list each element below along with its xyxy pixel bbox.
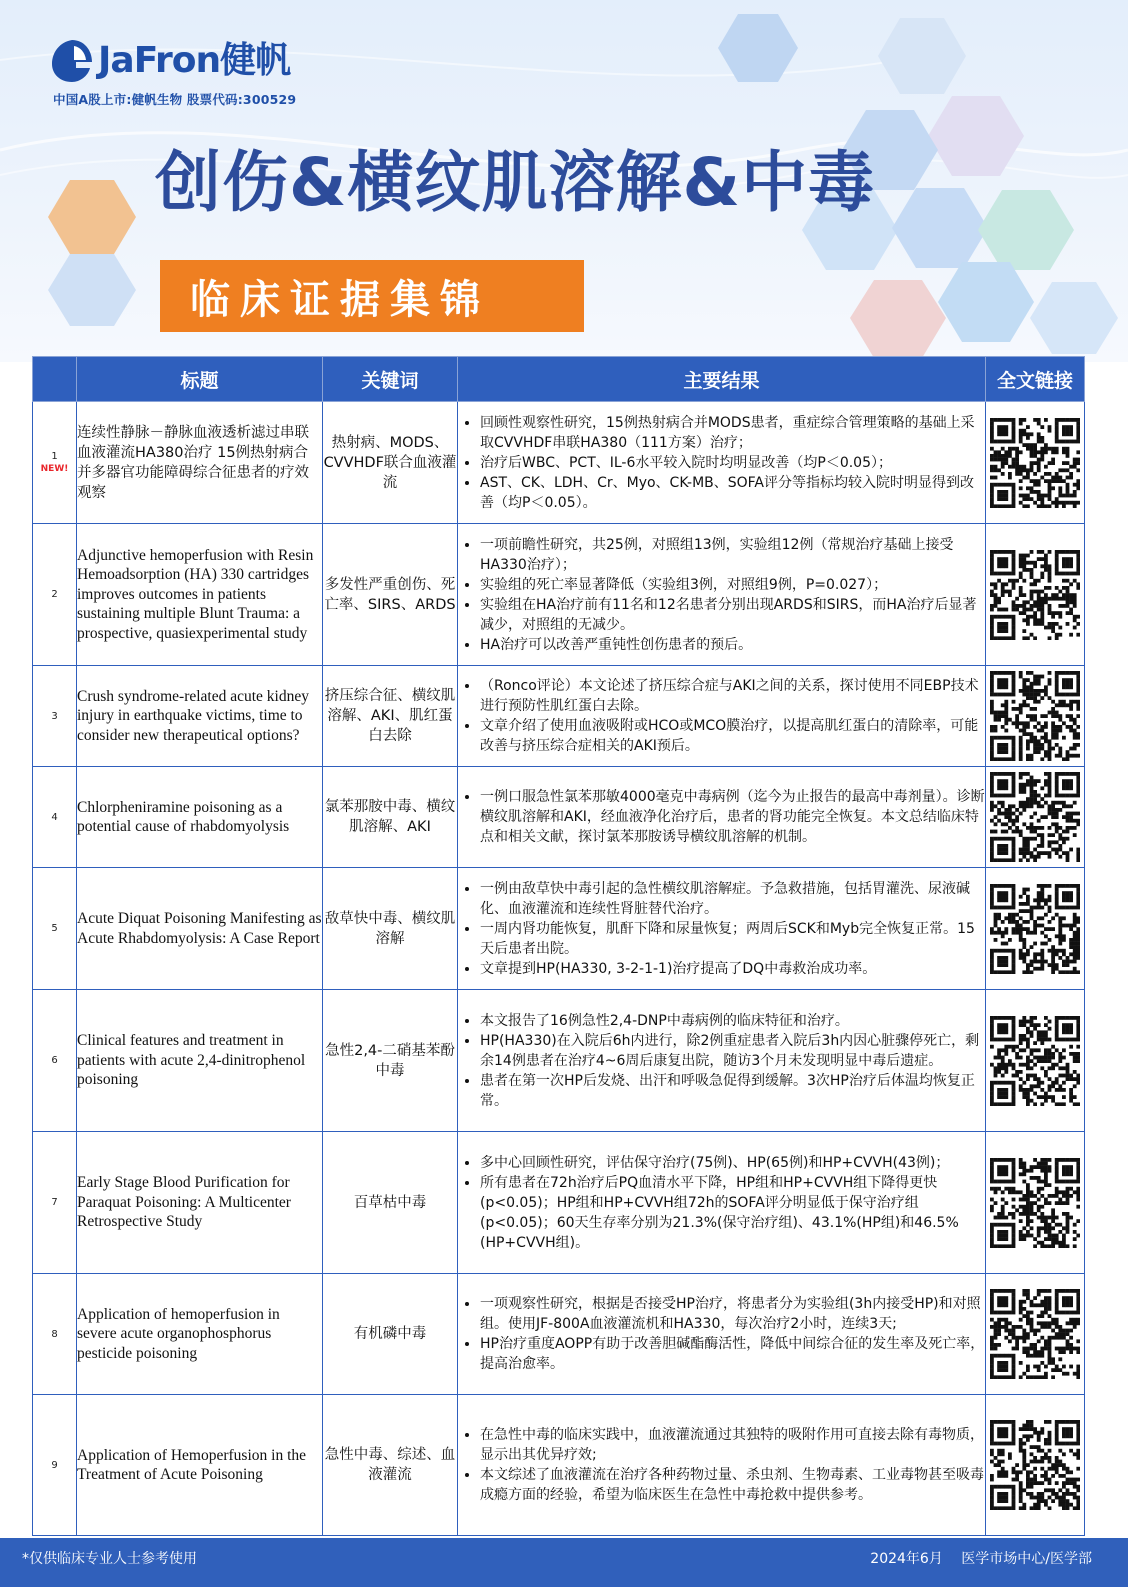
footer [0, 1538, 1128, 1587]
study-title: 连续性静脉－静脉血液透析滤过串联血液灌流HA380治疗 15例热射病合并多器官功能障碍综合征患者的疗效观察 [77, 402, 323, 524]
table-row [33, 524, 1085, 666]
new-badge: NEW! [40, 464, 69, 474]
result-item: • 在急性中毒的临床实践中，血液灌流通过其独特的吸附作用可直接去除有毒物质，显示出其优异疗效; [480, 1425, 985, 1465]
table-row [33, 1274, 1085, 1395]
header-results: 主要结果 [458, 357, 986, 402]
qr-code-icon[interactable] [990, 550, 1080, 640]
results-list [458, 879, 985, 979]
result-item: • 实验组在HA治疗前有11名和12名患者分别出现ARDS和SIRS，而HA治疗后显著减少，对照组的无减少。 [480, 595, 985, 635]
header-title: 标题 [77, 357, 323, 402]
row-number: 7 [51, 1197, 58, 1208]
table-row [33, 1132, 1085, 1274]
row-number-cell [33, 402, 77, 524]
row-number-cell [33, 767, 77, 868]
page-title: 创伤&横纹肌溶解&中毒 [155, 144, 876, 221]
result-item: • （Ronco评论）本文论述了挤压综合症与AKI之间的关系，探讨使用不同EBP技术进行预防性肌红蛋白去除。 [480, 676, 985, 716]
study-results [458, 1274, 986, 1395]
result-item: • HP(HA330)在入院后6h内进行，除2例重症患者入院后3h内因心脏骤停死亡，剩余14例患者在治疗4~6周后康复出院，随访3个月未发现明显中毒后遗症。 [480, 1031, 985, 1071]
result-item: • 治疗后WBC、PCT、IL-6水平较入院时均明显改善（均P＜0.05）； [480, 453, 985, 473]
results-list [458, 787, 985, 847]
qr-code-icon[interactable] [990, 1420, 1080, 1510]
result-item: • 一周内肾功能恢复，肌酐下降和尿量恢复；两周后SCK和Myb完全恢复正常。15天后患者出院。 [480, 919, 985, 959]
study-results [458, 868, 986, 990]
evidence-table [32, 356, 1085, 1536]
study-keywords: 挤压综合征、横纹肌溶解、AKI、肌红蛋白去除 [323, 666, 458, 767]
row-number: 9 [51, 1459, 58, 1471]
full-text-link-cell[interactable] [986, 666, 1085, 767]
table-row [33, 402, 1085, 524]
result-item: • AST、CK、LDH、Cr、Myo、CK-MB、SOFA评分等指标均较入院时明显得到改善（均P＜0.05）。 [480, 473, 985, 513]
full-text-link-cell[interactable] [986, 1274, 1085, 1395]
publish-date: 2024年6月 [870, 1551, 943, 1567]
result-item: • 所有患者在72h治疗后PQ血清水平下降，HP组和HP+CVVH组下降得更快(p<0.05)；HP组和HP+CVVH组72h的SOFA评分明显低于保守治疗组(p<0.05)；60天生存率分别为21.3%(保守治疗组)、43.1%(HP组)和46.5%(HP+CVVH组)。 [480, 1173, 985, 1253]
row-number-cell [33, 1395, 77, 1536]
table-row [33, 868, 1085, 990]
result-item: • 一例由敌草快中毒引起的急性横纹肌溶解症。予急救措施，包括胃灌洗、尿液碱化、血液灌流和连续性肾脏替代治疗。 [480, 879, 985, 919]
table-body [33, 402, 1085, 1536]
full-text-link-cell[interactable] [986, 524, 1085, 666]
study-results [458, 767, 986, 868]
study-results [458, 402, 986, 524]
row-number-cell [33, 666, 77, 767]
row-number: 1 [51, 451, 58, 462]
study-title: Application of hemoperfusion in severe acute organophosphorus pesticide poisoning [77, 1274, 323, 1395]
full-text-link-cell[interactable] [986, 1132, 1085, 1274]
result-item: • 本文报告了16例急性2,4-DNP中毒病例的临床特征和治疗。 [480, 1011, 985, 1031]
results-list [458, 1294, 985, 1374]
full-text-link-cell[interactable] [986, 402, 1085, 524]
row-number-cell [33, 1274, 77, 1395]
header-num [33, 357, 77, 402]
footer-meta [856, 1548, 1092, 1568]
sail-logo-icon [50, 38, 94, 84]
study-results [458, 524, 986, 666]
result-item: • 多中心回顾性研究，评估保守治疗(75例)、HP(65例)和HP+CVVH(43例)； [480, 1153, 985, 1173]
results-list [458, 535, 985, 655]
qr-code-icon[interactable] [990, 418, 1080, 508]
study-title: Chlorpheniramine poisoning as a potential cause of rhabdomyolysis [77, 767, 323, 868]
result-item: • 一例口服急性氯苯那敏4000毫克中毒病例（迄今为止报告的最高中毒剂量）。诊断横纹肌溶解和AKI，经血液净化治疗后，患者的肾功能完全恢复。本文总结临床特点和相关文献，探讨氯苯那胺诱导横纹肌溶解的机制。 [480, 787, 985, 847]
study-results [458, 1132, 986, 1274]
study-keywords: 急性中毒、综述、血液灌流 [323, 1395, 458, 1536]
full-text-link-cell[interactable] [986, 1395, 1085, 1536]
stock-tagline: 中国A股上市:健帆生物 股票代码:300529 [53, 92, 297, 107]
disclaimer: *仅供临床专业人士参考使用 [22, 1551, 197, 1567]
row-number-cell [33, 990, 77, 1132]
study-title: Clinical features and treatment in patients with acute 2,4-dinitrophenol poisoning [77, 990, 323, 1132]
result-item: • 回顾性观察性研究，15例热射病合并MODS患者，重症综合管理策略的基础上采取CVVHDF串联HA380（111方案）治疗； [480, 413, 985, 453]
header-link: 全文链接 [986, 357, 1085, 402]
table-row [33, 1395, 1085, 1536]
study-results [458, 990, 986, 1132]
study-keywords: 多发性严重创伤、死亡率、SIRS、ARDS [323, 524, 458, 666]
row-number: 4 [51, 811, 58, 823]
qr-code-icon[interactable] [990, 1158, 1080, 1248]
study-results [458, 1395, 986, 1536]
study-keywords: 百草枯中毒 [323, 1132, 458, 1274]
department: 医学市场中心/医学部 [961, 1551, 1092, 1567]
study-keywords: 有机磷中毒 [323, 1274, 458, 1395]
table-row [33, 990, 1085, 1132]
row-number-cell [33, 868, 77, 990]
qr-code-icon[interactable] [990, 671, 1080, 761]
full-text-link-cell[interactable] [986, 767, 1085, 868]
study-keywords: 急性2,4-二硝基苯酚中毒 [323, 990, 458, 1132]
study-title: Acute Diquat Poisoning Manifesting as Acute Rhabdomyolysis: A Case Report [77, 868, 323, 990]
row-number: 5 [51, 923, 58, 934]
logo-wordmark: JaFron健帆 [98, 40, 291, 81]
qr-code-icon[interactable] [990, 884, 1080, 974]
qr-code-icon[interactable] [990, 1016, 1080, 1106]
table-header-row [33, 357, 1085, 402]
full-text-link-cell[interactable] [986, 990, 1085, 1132]
result-item: • HP治疗重度AOPP有助于改善胆碱酯酶活性，降低中间综合征的发生率及死亡率，提高治愈率。 [480, 1334, 985, 1374]
result-item: • HA治疗可以改善严重钝性创伤患者的预后。 [480, 635, 985, 655]
company-logo [50, 38, 290, 84]
result-item: • 本文综述了血液灌流在治疗各种药物过量、杀虫剂、生物毒素、工业毒物甚至吸毒成瘾方面的经验，希望为临床医生在急性中毒抢救中提供参考。 [480, 1465, 985, 1505]
row-number-cell [33, 524, 77, 666]
row-number: 6 [51, 1055, 58, 1066]
results-list [458, 1011, 985, 1111]
study-keywords: 热射病、MODS、CVVHDF联合血液灌流 [323, 402, 458, 524]
study-keywords: 敌草快中毒、横纹肌溶解 [323, 868, 458, 990]
study-title: Adjunctive hemoperfusion with Resin Hemoadsorption (HA) 330 cartridges improves outcomes in patients sustaining multiple Blunt Trauma: a prospective, quasiexperimental study [77, 524, 323, 666]
results-list [458, 676, 985, 756]
table-row [33, 666, 1085, 767]
row-number: 8 [51, 1328, 58, 1340]
result-item: • 一项观察性研究，根据是否接受HP治疗，将患者分为实验组(3h内接受HP)和对照组。使用JF-800A血液灌流机和HA330，每次治疗2小时，连续3天; [480, 1294, 985, 1334]
header-keywords: 关键词 [323, 357, 458, 402]
header-banner [0, 0, 1128, 362]
full-text-link-cell[interactable] [986, 868, 1085, 990]
qr-code-icon[interactable] [990, 1289, 1080, 1379]
study-results [458, 666, 986, 767]
table-row [33, 767, 1085, 868]
result-item: • 文章提到HP(HA330, 3-2-1-1)治疗提高了DQ中毒救治成功率。 [480, 959, 985, 979]
row-number-cell [33, 1132, 77, 1274]
results-list [458, 413, 985, 513]
study-title: Application of Hemoperfusion in the Treatment of Acute Poisoning [77, 1395, 323, 1536]
row-number: 3 [51, 710, 58, 722]
results-list [458, 1425, 985, 1505]
result-item: • 实验组的死亡率显著降低（实验组3例，对照组9例，P=0.027）； [480, 575, 985, 595]
results-list [458, 1153, 985, 1253]
study-title: Crush syndrome-related acute kidney injury in earthquake victims, time to consider new therapeutical options? [77, 666, 323, 767]
study-keywords: 氯苯那胺中毒、横纹肌溶解、AKI [323, 767, 458, 868]
result-item: • 文章介绍了使用血液吸附或HCO或MCO膜治疗，以提高肌红蛋白的清除率，可能改善与挤压综合症相关的AKI预后。 [480, 716, 985, 756]
page-subtitle: 临床证据集锦 [160, 260, 584, 332]
study-title: Early Stage Blood Purification for Paraquat Poisoning: A Multicenter Retrospective Study [77, 1132, 323, 1274]
qr-code-icon[interactable] [990, 772, 1080, 862]
result-item: • 一项前瞻性研究，共25例，对照组13例，实验组12例（常规治疗基础上接受HA330治疗）； [480, 535, 985, 575]
row-number: 2 [51, 589, 58, 600]
result-item: • 患者在第一次HP后发烧、出汗和呼吸急促得到缓解。3次HP治疗后体温均恢复正常。 [480, 1071, 985, 1111]
